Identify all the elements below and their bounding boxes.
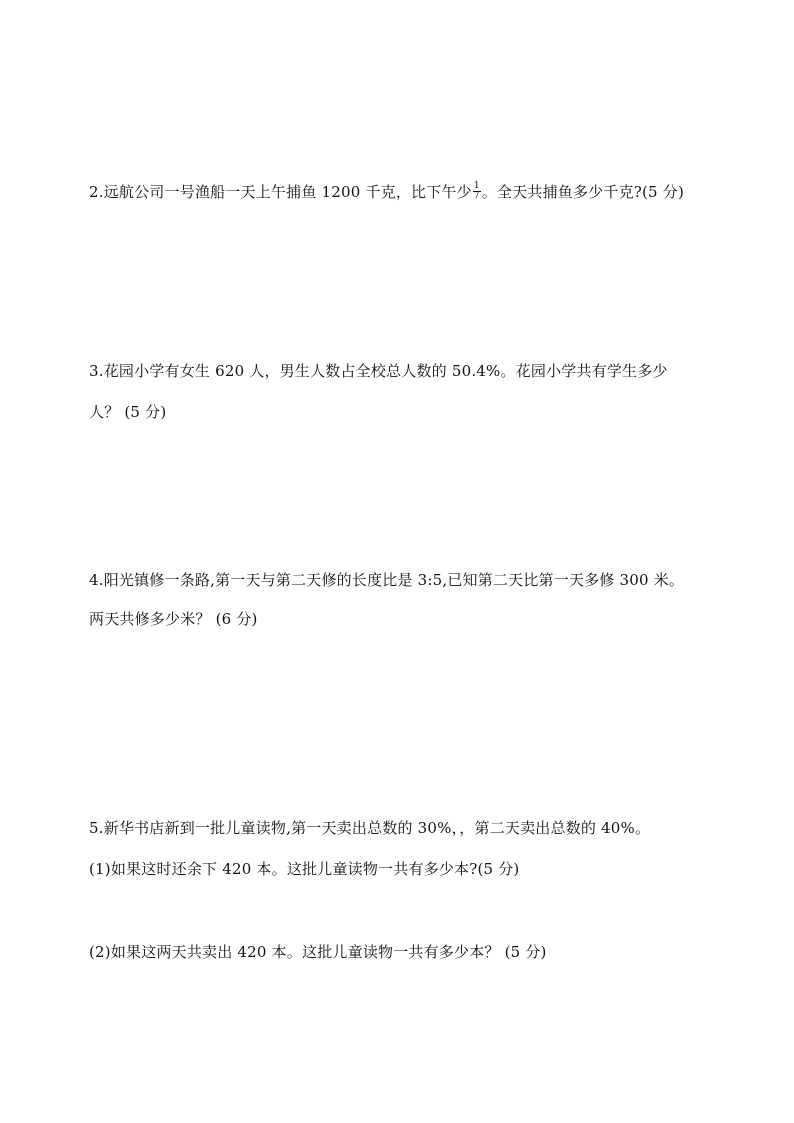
question-5-sub-1: (1)如果这时还余下 420 本。这批儿童读物一共有多少本?(5 分) [89, 860, 520, 878]
question-4-line-1: 4.阳光镇修一条路,第一天与第二天修的长度比是 3:5,已知第二天比第一天多修 300 米。 [89, 571, 685, 589]
question-3-line-1: 3.花园小学有女生 620 人，男生人数占全校总人数的 50.4%。花园小学共有学生多少 [89, 362, 668, 380]
q2-text-b: 。全天共捕鱼多少千克?(5 分) [481, 183, 685, 201]
question-2 [89, 181, 684, 203]
fraction-denominator: 7 [473, 190, 480, 201]
fraction-numerator: 1 [473, 180, 480, 191]
fraction-one-seventh [473, 182, 481, 201]
question-4-line-2: 两天共修多少米？ (6 分) [89, 610, 258, 628]
question-5-sub-2: (2)如果这两天共卖出 420 本。这批儿童读物一共有多少本？ (5 分) [89, 943, 547, 961]
q2-text-a: 2.远航公司一号渔船一天上午捕鱼 1200 千克，比下午少 [89, 183, 472, 201]
question-5-line-1: 5.新华书店新到一批儿童读物,第一天卖出总数的 30%，，第二天卖出总数的 40%。 [89, 819, 651, 837]
question-3-line-2: 人？ (5 分) [89, 403, 167, 421]
